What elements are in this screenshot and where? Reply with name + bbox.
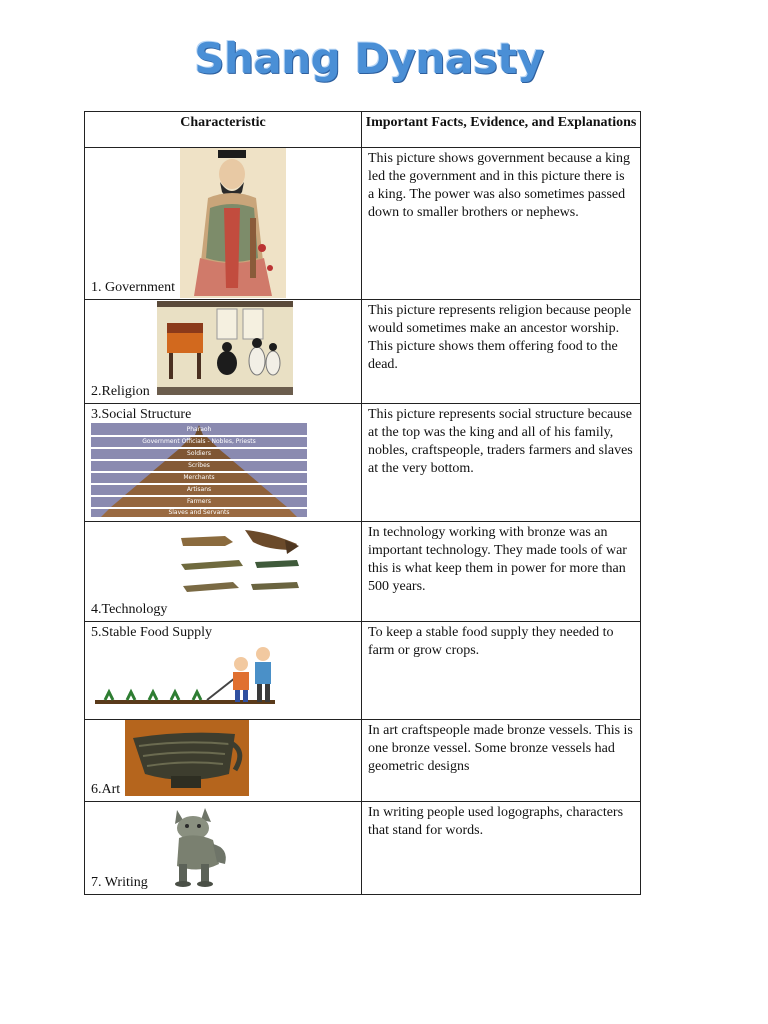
king-portrait-image: [180, 148, 286, 298]
pyramid-label: Government Officials - Nobles, Priests: [142, 438, 256, 445]
fact-text-art: In art craftspeople made bronze vessels. This is one bronze vessel. Some bronze vessels had geometric designs: [368, 723, 633, 774]
table-row: [85, 148, 641, 300]
pyramid-label: Scribes: [188, 462, 210, 469]
header-characteristic: Characteristic: [85, 112, 362, 148]
row-label-technology: 4.Technology: [91, 602, 168, 617]
table-row: [85, 300, 641, 404]
fact-text-social-structure: This picture represents social structure because at the top was the king and all of his family, nobles, craftspeople, traders farmers and slaves at the very bottom.: [368, 407, 633, 476]
facts-table: [84, 111, 641, 895]
row-label-food-supply: 5.Stable Food Supply: [91, 625, 212, 640]
farming-image: [95, 644, 277, 710]
row-label-government: 1. Government: [91, 280, 175, 295]
table-row: [85, 802, 641, 895]
fact-text-government: This picture shows government because a king led the government and in this picture there is a king. The power was also sometimes passed down to smaller brothers or nephews.: [368, 151, 631, 220]
pyramid-label: Slaves and Servants: [168, 509, 230, 516]
bronze-weapons-image: [175, 524, 305, 604]
row-label-art: 6.Art: [91, 782, 121, 797]
bronze-creature-image: [159, 804, 233, 888]
pyramid-label: Soldiers: [187, 450, 211, 457]
social-pyramid-image: [91, 423, 307, 517]
table-row: [85, 720, 641, 802]
fact-text-religion: This picture represents religion because people would sometimes make an ancestor worship. This picture shows them offering food to the dead.: [368, 303, 632, 372]
fact-text-food-supply: To keep a stable food supply they needed to farm or grow crops.: [368, 625, 614, 658]
row-label-religion: 2.Religion: [91, 384, 150, 399]
pyramid-label: Merchants: [183, 474, 215, 481]
table-row: [85, 622, 641, 720]
fact-text-writing: In writing people used logographs, characters that stand for words.: [368, 805, 624, 838]
page-title: Shang Dynasty: [194, 34, 544, 83]
bronze-vessel-image: [125, 720, 249, 796]
fact-text-technology: In technology working with bronze was an important technology. They made tools of war this is what keep them in power for more than 500 years.: [368, 525, 627, 594]
row-label-writing: 7. Writing: [91, 875, 148, 890]
pyramid-label: Artisans: [186, 486, 212, 493]
ancestor-worship-image: [157, 301, 293, 395]
pyramid-label: Pharaoh: [186, 426, 212, 433]
pyramid-label: Farmers: [186, 498, 212, 505]
row-label-social-structure: 3.Social Structure: [91, 407, 192, 422]
header-facts: Important Facts, Evidence, and Explanations: [362, 112, 641, 148]
table-row: [85, 522, 641, 622]
table-header-row: [85, 112, 641, 148]
table-row: [85, 404, 641, 522]
